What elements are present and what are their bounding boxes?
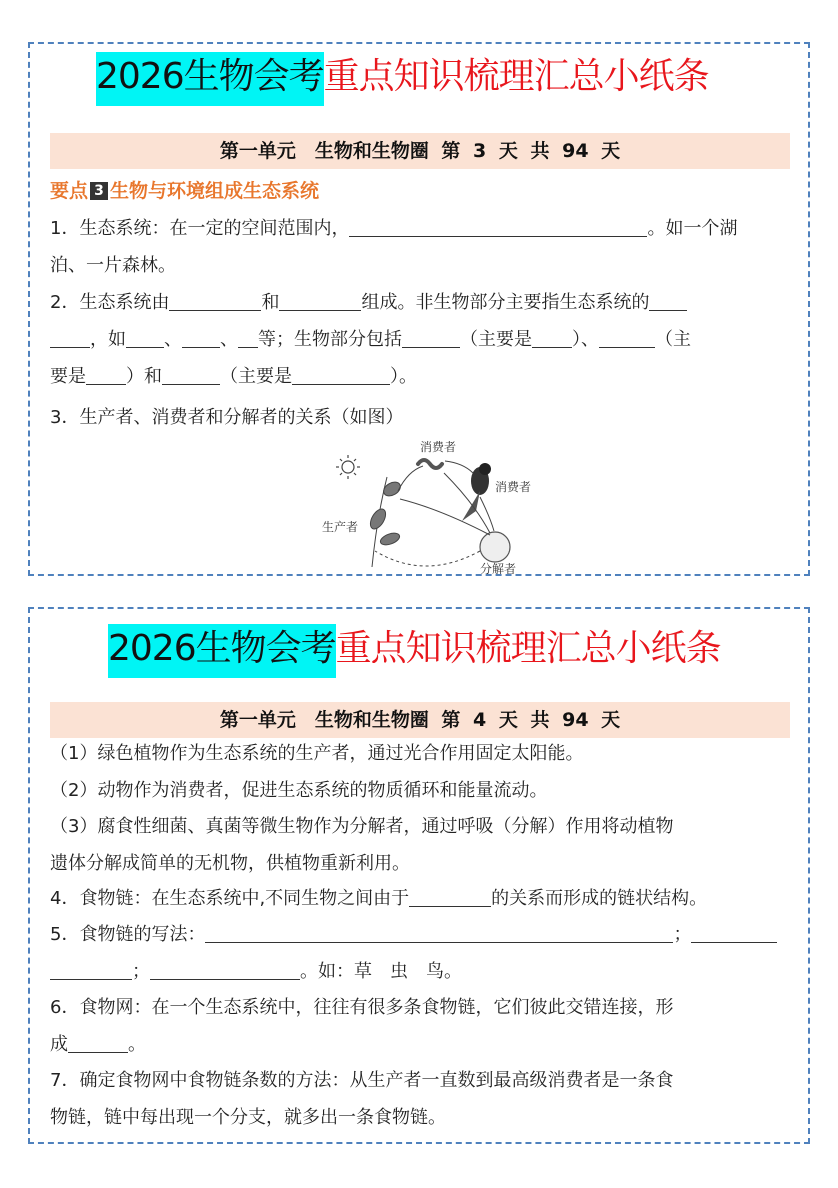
- p3-text-b: 遗体分解成简单的无机物，供植物重新利用。: [50, 853, 410, 874]
- q2-text: 、: [220, 329, 238, 350]
- question-1: [50, 210, 795, 284]
- note-card-day3: [28, 42, 810, 576]
- q2-text: 、: [164, 329, 182, 350]
- blank: [169, 292, 261, 311]
- blank: [279, 292, 361, 311]
- question-6: [50, 989, 795, 1063]
- q2-text: ）。: [390, 366, 417, 387]
- q5-text: ；: [132, 961, 150, 982]
- label-consumer-1: 消费者: [420, 440, 457, 454]
- p3-text-a: （3）腐食性细菌、真菌等微生物作为分解者，通过呼吸（分解）作用将动植物: [50, 816, 674, 837]
- label-producer: 生产者: [322, 520, 359, 534]
- q2-text: 要是: [50, 366, 86, 387]
- blank: [50, 961, 132, 980]
- label-consumer-2: 消费者: [495, 480, 532, 494]
- q4-text: 4．食物链：在生态系统中,不同生物之间由于: [50, 888, 410, 909]
- ecosystem-relationship-diagram: [320, 439, 540, 574]
- note-card-day4: [28, 607, 810, 1144]
- q1-text-b: 。如一个湖: [647, 218, 738, 239]
- unit-band: 第一单元 生物和生物圈 第 4 天 共 94 天: [50, 702, 790, 738]
- blank: [532, 329, 572, 348]
- q7-text: 7．确定食物网中食物链条数的方法：从生产者一直数到最高级消费者是一条食: [50, 1070, 674, 1091]
- q2-text: （主要是: [460, 329, 532, 350]
- title-rest: 重点知识梳理汇总小纸条: [335, 628, 721, 669]
- title-highlight: 2026生物会考: [108, 624, 336, 678]
- q5-text: 。如：草 虫 鸟。: [300, 961, 462, 982]
- plant-icon: [367, 477, 402, 567]
- keypoint-number: 3: [90, 182, 108, 200]
- blank: [205, 924, 673, 943]
- blank: [349, 218, 647, 237]
- q2-text: ，如: [90, 329, 126, 350]
- q5-text: 5．食物链的写法：: [50, 924, 206, 945]
- blank: [409, 888, 491, 907]
- decomposer-icon: [480, 532, 510, 562]
- blank: [50, 329, 90, 348]
- q7-text: 物链，链中每出现一个分支，就多出一条食物链。: [50, 1107, 446, 1128]
- blank: [599, 329, 655, 348]
- title-rest: 重点知识梳理汇总小纸条: [323, 56, 709, 97]
- q5-text: ；: [673, 924, 692, 945]
- q6-text: 成: [50, 1034, 68, 1055]
- blank: [691, 924, 777, 943]
- label-decomposer: 分解者: [480, 562, 517, 574]
- q2-text: 组成。非生物部分主要指生态系统的: [361, 292, 650, 313]
- paragraph-2: （2）动物作为消费者，促进生态系统的物质循环和能量流动。: [50, 780, 548, 801]
- paragraph-3: [50, 808, 795, 882]
- unit-band: 第一单元 生物和生物圈 第 3 天 共 94 天: [50, 133, 790, 169]
- blank: [292, 366, 390, 385]
- q1-text-c: 泊、一片森林。: [50, 255, 176, 276]
- question-4: [50, 880, 795, 917]
- keypoint-prefix: 要点: [50, 180, 89, 202]
- sun-icon: [336, 455, 360, 479]
- q2-text: ）、: [572, 329, 599, 350]
- blank: [238, 329, 258, 348]
- blank: [150, 961, 300, 980]
- blank: [126, 329, 164, 348]
- question-7: [50, 1062, 795, 1136]
- q1-text-a: 1．生态系统：在一定的空间范围内，: [50, 218, 350, 239]
- blank: [649, 292, 687, 311]
- q2-text: ）和: [126, 366, 162, 387]
- q2-text: 和: [261, 292, 280, 313]
- question-3: 3．生产者、消费者和分解者的关系（如图）: [50, 407, 404, 428]
- q2-text: （主要是: [220, 366, 292, 387]
- blank: [86, 366, 126, 385]
- paragraph-1: （1）绿色植物作为生态系统的生产者，通过光合作用固定太阳能。: [50, 743, 584, 764]
- blank: [68, 1034, 128, 1053]
- q6-text: 。: [128, 1034, 146, 1055]
- blank: [182, 329, 220, 348]
- question-2: [50, 284, 795, 395]
- q2-text: 2．生态系统由: [50, 292, 170, 313]
- keypoint-heading: [50, 176, 319, 203]
- blank: [162, 366, 220, 385]
- q2-text: 等；生物部分包括: [258, 329, 402, 350]
- card-title: [108, 624, 721, 678]
- question-5: [50, 916, 795, 990]
- q4-text: 的关系而形成的链状结构。: [491, 888, 708, 909]
- title-highlight: 2026生物会考: [96, 52, 324, 106]
- q2-text: （主: [655, 329, 691, 350]
- q6-text: 6．食物网：在一个生态系统中，往往有很多条食物链，它们彼此交错连接，形: [50, 997, 674, 1018]
- blank: [402, 329, 460, 348]
- keypoint-text: 生物与环境组成生态系统: [110, 180, 320, 202]
- card-title: [96, 52, 709, 106]
